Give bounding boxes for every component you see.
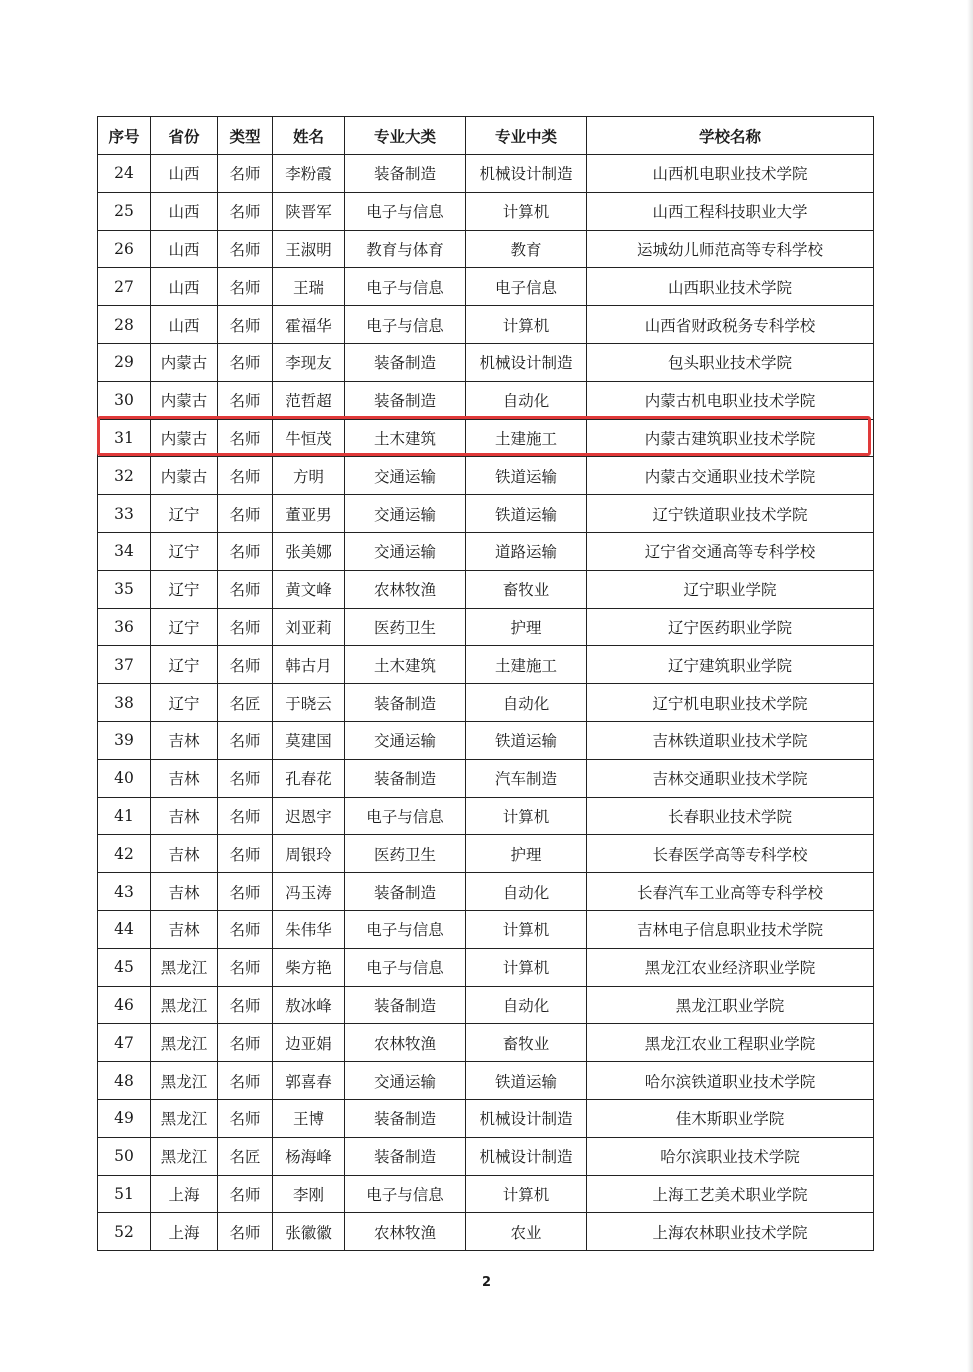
school-cell: 长春职业技术学院 — [587, 797, 874, 835]
school-cell: 黑龙江农业工程职业学院 — [587, 1024, 874, 1062]
school-cell: 辽宁职业学院 — [587, 570, 874, 608]
sub-category-cell: 畜牧业 — [466, 570, 587, 608]
table-row — [98, 684, 874, 722]
sub-category-cell: 护理 — [466, 835, 587, 873]
type-cell: 名师 — [218, 986, 273, 1024]
page-number: 2 — [481, 1275, 492, 1290]
table-row — [98, 306, 874, 344]
type-cell: 名师 — [218, 1024, 273, 1062]
table-row — [98, 381, 874, 419]
school-cell: 黑龙江农业经济职业学院 — [587, 948, 874, 986]
name-cell: 边亚娟 — [273, 1024, 345, 1062]
type-cell: 名师 — [218, 646, 273, 684]
school-cell: 上海农林职业技术学院 — [587, 1213, 874, 1251]
type-cell: 名师 — [218, 155, 273, 193]
name-cell: 黄文峰 — [273, 570, 345, 608]
name-cell: 迟恩宇 — [273, 797, 345, 835]
province-cell: 山西 — [151, 230, 218, 268]
province-cell: 辽宁 — [151, 684, 218, 722]
type-cell: 名师 — [218, 1175, 273, 1213]
sub-category-cell: 铁道运输 — [466, 721, 587, 759]
name-cell: 牛恒茂 — [273, 419, 345, 457]
seq-cell: 37 — [98, 646, 151, 684]
major-category-cell: 电子与信息 — [345, 910, 466, 948]
name-cell: 王博 — [273, 1099, 345, 1137]
seq-cell: 32 — [98, 457, 151, 495]
name-cell: 李刚 — [273, 1175, 345, 1213]
type-cell: 名师 — [218, 759, 273, 797]
table-row — [98, 721, 874, 759]
school-cell: 哈尔滨铁道职业技术学院 — [587, 1062, 874, 1100]
major-category-cell: 电子与信息 — [345, 306, 466, 344]
type-cell: 名师 — [218, 230, 273, 268]
seq-cell: 52 — [98, 1213, 151, 1251]
name-cell: 杨海峰 — [273, 1137, 345, 1175]
sub-category-cell: 计算机 — [466, 192, 587, 230]
sub-category-cell: 自动化 — [466, 381, 587, 419]
province-cell: 黑龙江 — [151, 1024, 218, 1062]
major-category-cell: 医药卫生 — [345, 835, 466, 873]
type-cell: 名师 — [218, 343, 273, 381]
seq-cell: 38 — [98, 684, 151, 722]
province-cell: 上海 — [151, 1175, 218, 1213]
name-cell: 王瑞 — [273, 268, 345, 306]
seq-cell: 35 — [98, 570, 151, 608]
seq-cell: 44 — [98, 910, 151, 948]
table-row — [98, 192, 874, 230]
province-cell: 内蒙古 — [151, 457, 218, 495]
sub-category-cell: 铁道运输 — [466, 457, 587, 495]
table-row — [98, 532, 874, 570]
table-row — [98, 419, 874, 457]
sub-category-cell: 计算机 — [466, 910, 587, 948]
table-row — [98, 495, 874, 533]
major-category-cell: 装备制造 — [345, 381, 466, 419]
roster-table — [97, 116, 874, 1251]
major-category-cell: 农林牧渔 — [345, 570, 466, 608]
type-cell: 名师 — [218, 1099, 273, 1137]
type-cell: 名师 — [218, 910, 273, 948]
type-cell: 名匠 — [218, 684, 273, 722]
major-category-cell: 装备制造 — [345, 759, 466, 797]
province-cell: 吉林 — [151, 873, 218, 911]
name-cell: 王淑明 — [273, 230, 345, 268]
province-cell: 山西 — [151, 155, 218, 193]
table-row — [98, 1099, 874, 1137]
sub-category-cell: 机械设计制造 — [466, 343, 587, 381]
province-cell: 黑龙江 — [151, 986, 218, 1024]
sub-category-cell: 机械设计制造 — [466, 155, 587, 193]
type-cell: 名师 — [218, 835, 273, 873]
seq-cell: 28 — [98, 306, 151, 344]
sub-category-cell: 自动化 — [466, 873, 587, 911]
table-row — [98, 1175, 874, 1213]
table-row — [98, 343, 874, 381]
table-row — [98, 646, 874, 684]
type-cell: 名师 — [218, 1213, 273, 1251]
name-cell: 周银玲 — [273, 835, 345, 873]
major-category-cell: 电子与信息 — [345, 948, 466, 986]
column-header: 专业大类 — [345, 117, 466, 155]
seq-cell: 36 — [98, 608, 151, 646]
major-category-cell: 土木建筑 — [345, 419, 466, 457]
major-category-cell: 装备制造 — [345, 343, 466, 381]
sub-category-cell: 机械设计制造 — [466, 1137, 587, 1175]
school-cell: 内蒙古建筑职业技术学院 — [587, 419, 874, 457]
province-cell: 黑龙江 — [151, 1137, 218, 1175]
province-cell: 山西 — [151, 192, 218, 230]
school-cell: 内蒙古交通职业技术学院 — [587, 457, 874, 495]
major-category-cell: 装备制造 — [345, 1137, 466, 1175]
column-header: 序号 — [98, 117, 151, 155]
sub-category-cell: 计算机 — [466, 306, 587, 344]
header-row — [98, 117, 874, 155]
name-cell: 韩古月 — [273, 646, 345, 684]
table-row — [98, 948, 874, 986]
school-cell: 山西工程科技职业大学 — [587, 192, 874, 230]
major-category-cell: 电子与信息 — [345, 1175, 466, 1213]
name-cell: 方明 — [273, 457, 345, 495]
name-cell: 霍福华 — [273, 306, 345, 344]
table-row — [98, 835, 874, 873]
school-cell: 内蒙古机电职业技术学院 — [587, 381, 874, 419]
column-header: 省份 — [151, 117, 218, 155]
seq-cell: 31 — [98, 419, 151, 457]
seq-cell: 33 — [98, 495, 151, 533]
major-category-cell: 电子与信息 — [345, 192, 466, 230]
sub-category-cell: 土建施工 — [466, 419, 587, 457]
name-cell: 陕晋军 — [273, 192, 345, 230]
major-category-cell: 医药卫生 — [345, 608, 466, 646]
sub-category-cell: 机械设计制造 — [466, 1099, 587, 1137]
table-row — [98, 1024, 874, 1062]
school-cell: 辽宁省交通高等专科学校 — [587, 532, 874, 570]
type-cell: 名师 — [218, 457, 273, 495]
table-header — [98, 117, 874, 155]
seq-cell: 39 — [98, 721, 151, 759]
province-cell: 吉林 — [151, 910, 218, 948]
sub-category-cell: 汽车制造 — [466, 759, 587, 797]
seq-cell: 43 — [98, 873, 151, 911]
province-cell: 吉林 — [151, 721, 218, 759]
province-cell: 辽宁 — [151, 532, 218, 570]
sub-category-cell: 铁道运输 — [466, 495, 587, 533]
column-header: 学校名称 — [587, 117, 874, 155]
sub-category-cell: 教育 — [466, 230, 587, 268]
table-row — [98, 1213, 874, 1251]
seq-cell: 24 — [98, 155, 151, 193]
province-cell: 辽宁 — [151, 570, 218, 608]
name-cell: 孔春花 — [273, 759, 345, 797]
table-row — [98, 268, 874, 306]
province-cell: 内蒙古 — [151, 419, 218, 457]
sub-category-cell: 道路运输 — [466, 532, 587, 570]
seq-cell: 41 — [98, 797, 151, 835]
province-cell: 辽宁 — [151, 608, 218, 646]
name-cell: 郭喜春 — [273, 1062, 345, 1100]
type-cell: 名师 — [218, 570, 273, 608]
type-cell: 名师 — [218, 495, 273, 533]
province-cell: 黑龙江 — [151, 1062, 218, 1100]
sub-category-cell: 计算机 — [466, 797, 587, 835]
major-category-cell: 装备制造 — [345, 873, 466, 911]
province-cell: 山西 — [151, 268, 218, 306]
school-cell: 辽宁医药职业学院 — [587, 608, 874, 646]
sub-category-cell: 农业 — [466, 1213, 587, 1251]
major-category-cell: 装备制造 — [345, 155, 466, 193]
province-cell: 黑龙江 — [151, 948, 218, 986]
sub-category-cell: 自动化 — [466, 986, 587, 1024]
name-cell: 董亚男 — [273, 495, 345, 533]
school-cell: 哈尔滨职业技术学院 — [587, 1137, 874, 1175]
table-body — [98, 155, 874, 1251]
school-cell: 佳木斯职业学院 — [587, 1099, 874, 1137]
school-cell: 山西省财政税务专科学校 — [587, 306, 874, 344]
seq-cell: 40 — [98, 759, 151, 797]
seq-cell: 48 — [98, 1062, 151, 1100]
major-category-cell: 装备制造 — [345, 986, 466, 1024]
table-row — [98, 986, 874, 1024]
name-cell: 于晓云 — [273, 684, 345, 722]
major-category-cell: 交通运输 — [345, 532, 466, 570]
type-cell: 名师 — [218, 1062, 273, 1100]
school-cell: 长春汽车工业高等专科学校 — [587, 873, 874, 911]
name-cell: 柴方艳 — [273, 948, 345, 986]
school-cell: 吉林交通职业技术学院 — [587, 759, 874, 797]
table-row — [98, 570, 874, 608]
name-cell: 张徽徽 — [273, 1213, 345, 1251]
type-cell: 名师 — [218, 268, 273, 306]
page-edge-shadow — [967, 0, 973, 1372]
school-cell: 黑龙江职业学院 — [587, 986, 874, 1024]
sub-category-cell: 护理 — [466, 608, 587, 646]
seq-cell: 49 — [98, 1099, 151, 1137]
name-cell: 刘亚莉 — [273, 608, 345, 646]
table-row — [98, 759, 874, 797]
type-cell: 名师 — [218, 797, 273, 835]
seq-cell: 50 — [98, 1137, 151, 1175]
seq-cell: 46 — [98, 986, 151, 1024]
school-cell: 山西机电职业技术学院 — [587, 155, 874, 193]
school-cell: 辽宁建筑职业学院 — [587, 646, 874, 684]
major-category-cell: 交通运输 — [345, 1062, 466, 1100]
seq-cell: 25 — [98, 192, 151, 230]
major-category-cell: 教育与体育 — [345, 230, 466, 268]
province-cell: 上海 — [151, 1213, 218, 1251]
table-row — [98, 230, 874, 268]
sub-category-cell: 电子信息 — [466, 268, 587, 306]
major-category-cell: 交通运输 — [345, 721, 466, 759]
name-cell: 张美娜 — [273, 532, 345, 570]
major-category-cell: 电子与信息 — [345, 797, 466, 835]
seq-cell: 29 — [98, 343, 151, 381]
type-cell: 名师 — [218, 306, 273, 344]
seq-cell: 26 — [98, 230, 151, 268]
major-category-cell: 农林牧渔 — [345, 1213, 466, 1251]
name-cell: 范哲超 — [273, 381, 345, 419]
name-cell: 朱伟华 — [273, 910, 345, 948]
table-row — [98, 797, 874, 835]
name-cell: 敖冰峰 — [273, 986, 345, 1024]
seq-cell: 34 — [98, 532, 151, 570]
sub-category-cell: 铁道运输 — [466, 1062, 587, 1100]
sub-category-cell: 畜牧业 — [466, 1024, 587, 1062]
type-cell: 名匠 — [218, 1137, 273, 1175]
table-row — [98, 457, 874, 495]
school-cell: 长春医学高等专科学校 — [587, 835, 874, 873]
name-cell: 莫建国 — [273, 721, 345, 759]
major-category-cell: 交通运输 — [345, 457, 466, 495]
province-cell: 辽宁 — [151, 495, 218, 533]
major-category-cell: 农林牧渔 — [345, 1024, 466, 1062]
seq-cell: 51 — [98, 1175, 151, 1213]
major-category-cell: 交通运输 — [345, 495, 466, 533]
school-cell: 辽宁机电职业技术学院 — [587, 684, 874, 722]
school-cell: 吉林电子信息职业技术学院 — [587, 910, 874, 948]
table-row — [98, 155, 874, 193]
province-cell: 吉林 — [151, 797, 218, 835]
type-cell: 名师 — [218, 532, 273, 570]
province-cell: 内蒙古 — [151, 343, 218, 381]
table-row — [98, 1062, 874, 1100]
province-cell: 吉林 — [151, 759, 218, 797]
table-row — [98, 910, 874, 948]
major-category-cell: 装备制造 — [345, 1099, 466, 1137]
sub-category-cell: 自动化 — [466, 684, 587, 722]
province-cell: 辽宁 — [151, 646, 218, 684]
seq-cell: 27 — [98, 268, 151, 306]
school-cell: 包头职业技术学院 — [587, 343, 874, 381]
major-category-cell: 电子与信息 — [345, 268, 466, 306]
school-cell: 运城幼儿师范高等专科学校 — [587, 230, 874, 268]
province-cell: 内蒙古 — [151, 381, 218, 419]
type-cell: 名师 — [218, 873, 273, 911]
sub-category-cell: 计算机 — [466, 948, 587, 986]
sub-category-cell: 计算机 — [466, 1175, 587, 1213]
school-cell: 上海工艺美术职业学院 — [587, 1175, 874, 1213]
column-header: 专业中类 — [466, 117, 587, 155]
province-cell: 吉林 — [151, 835, 218, 873]
table-row — [98, 873, 874, 911]
name-cell: 李粉霞 — [273, 155, 345, 193]
seq-cell: 30 — [98, 381, 151, 419]
column-header: 类型 — [218, 117, 273, 155]
school-cell: 吉林铁道职业技术学院 — [587, 721, 874, 759]
type-cell: 名师 — [218, 419, 273, 457]
table-row — [98, 608, 874, 646]
school-cell: 辽宁铁道职业技术学院 — [587, 495, 874, 533]
province-cell: 黑龙江 — [151, 1099, 218, 1137]
seq-cell: 45 — [98, 948, 151, 986]
type-cell: 名师 — [218, 192, 273, 230]
seq-cell: 47 — [98, 1024, 151, 1062]
seq-cell: 42 — [98, 835, 151, 873]
type-cell: 名师 — [218, 948, 273, 986]
type-cell: 名师 — [218, 381, 273, 419]
name-cell: 冯玉涛 — [273, 873, 345, 911]
table-row — [98, 1137, 874, 1175]
name-cell: 李现友 — [273, 343, 345, 381]
school-cell: 山西职业技术学院 — [587, 268, 874, 306]
type-cell: 名师 — [218, 721, 273, 759]
major-category-cell: 土木建筑 — [345, 646, 466, 684]
type-cell: 名师 — [218, 608, 273, 646]
province-cell: 山西 — [151, 306, 218, 344]
column-header: 姓名 — [273, 117, 345, 155]
major-category-cell: 装备制造 — [345, 684, 466, 722]
sub-category-cell: 土建施工 — [466, 646, 587, 684]
